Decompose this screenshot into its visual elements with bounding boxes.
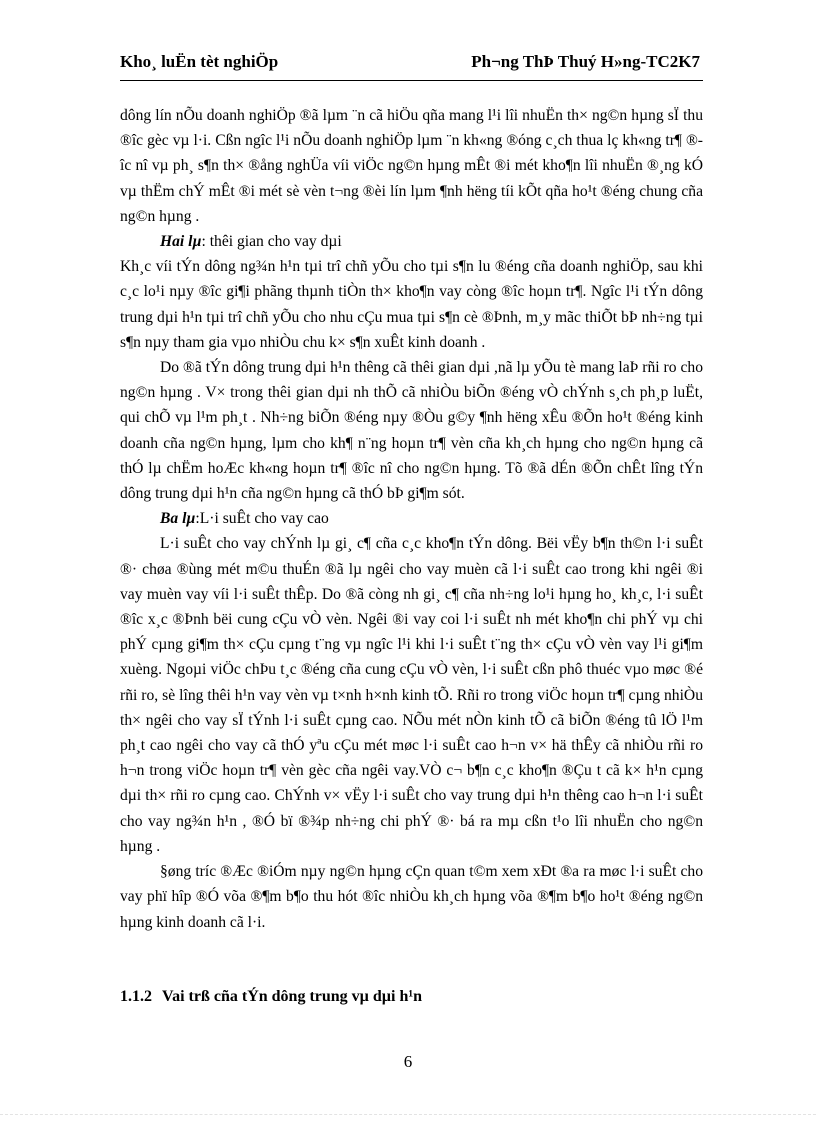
page-number: 6 bbox=[403, 1052, 413, 1071]
paragraph-2: Kh¸c víi tÝn dông ng¾n h¹n tµi trî chñ yÕu cho tµi s¶n lu ®éng cña doanh nghiÖp, sau khi c¸c lo¹i nµy ®îc gi¶i phãng thµnh tiÒn th× kho¶n vay còng ®îc hoµn tr¶. Ngîc l¹i tÝn dông trung dµi h¹n tµi trî chñ yÕu cho nhu cÇu mua tµi s¶n cè ®Þnh, m¸y mãc thiÕt bÞ nh÷ng tµi s¶n nµy tham gia vµo nhiÒu chu k× s¶n xuÊt kinh doanh . bbox=[120, 258, 703, 351]
section-heading bbox=[120, 988, 422, 1006]
subheading-ba-text: :L·i suÊt cho vay cao bbox=[195, 510, 329, 528]
paragraph-1: dông lín nÕu doanh nghiÖp ®ã lµm ¨n cã hiÖu qña mang l¹i lîi nhuËn th× ng©n hµng sÏ thu ®îc gèc vµ l·i. Cßn ngîc l¹i nÕu doanh nghiÖp lµm ¨n kh«ng ®óng c¸ch thua lç kh«ng tr¶ ®îc nî vµ ph¸ s¶n th× ®ång nghÜa víi viÖc ng©n hµng mÊt ®i mét kho¶n lîi nhuËn ®¸ng kÓ vµ thËm chÝ mÊt ®i mét sè vèn t¬ng ®èi lín lµm ¶nh hëng tíi kÕt qña ho¹t ®éng chung cña ng©n hµng . bbox=[120, 107, 703, 225]
subheading-ba bbox=[120, 506, 703, 531]
subheading-hai-label: Hai lµ bbox=[160, 233, 202, 251]
body-text bbox=[120, 103, 703, 935]
paragraph-5: §øng tríc ®Æc ®iÓm nµy ng©n hµng cÇn quan t©m xem xÐt ®a ra møc l·i suÊt cho vay phï hîp ®Ó võa ®¶m b¶o thu hót ®îc nhiÒu kh¸ch hµng võa ®¶m b¶o ho¹t ®éng ng©n hµng kinh doanh cã l·i. bbox=[120, 863, 703, 931]
subheading-ba-label: Ba lµ bbox=[160, 510, 196, 528]
section-number: 1.1.2 bbox=[120, 988, 152, 1005]
paragraph-3: Do ®ã tÝn dông trung dµi h¹n thêng cã thêi gian dµi ,nã lµ yÕu tè mang laÞ rñi ro cho ng©n hµng . V× trong thêi gian dµi nh thÕ cã nhiÒu biÕn ®éng vÒ chÝnh s¸ch ph¸p luËt, qui chÕ vµ l¹m ph¸t . Nh÷ng biÕn ®éng nµy ®Òu g©y ¶nh hëng xÊu ®Õn ho¹t ®éng kinh doanh cña ng©n hµng, lµm cho kh¶ n¨ng hoµn tr¶ vèn cña kh¸ch hµng cho ng©n hµng cã thÓ lµ chËm hoÆc kh«ng hoµn tr¶ ®îc nî cho ng©n hµng. Tõ ®ã dÉn ®Õn chÊt lîng tÝn dông trung dµi h¹n cña ng©n hµng cã thÓ bÞ gi¶m sót. bbox=[120, 359, 703, 503]
subheading-hai bbox=[120, 229, 703, 254]
header-thesis-title: Kho¸ luËn tèt nghiÖp bbox=[120, 52, 279, 71]
header-author: Ph¬ng ThÞ Thuý H»ng-TC2K7 bbox=[471, 52, 700, 71]
header-divider bbox=[120, 80, 703, 81]
paragraph-4: L·i suÊt cho vay chÝnh lµ gi¸ c¶ cña c¸c kho¶n tÝn dông. Bëi vËy b¶n th©n l·i suÊt ®· chøa ®ùng mét m©u thuÉn ®ã lµ ngêi cho vay muèn cã l·i suÊt cao trong khi ngêi ®i vay muèn vay víi l·i suÊt thÊp. Do ®ã còng nh gi¸ c¶ cña nh÷ng lo¹i hµng ho¸ kh¸c, l·i suÊt ®îc x¸c ®Þnh bëi cung cÇu vÒ vèn. Ngêi ®i vay coi l·i suÊt nh mét kho¶n chi phÝ vµ chi phÝ cµng gi¶m th× cÇu cµng t¨ng vµ ngîc l¹i khi l·i suÊt t¨ng th× cÇu vÒ vèn vay l¹i gi¶m xuèng. Ngoµi viÖc chÞu t¸c ®éng cña cung cÇu vÒ vèn, l·i suÊt cßn phô thuéc vµo møc ®é rñi ro, sè lîng thêi h¹n vay vèn vµ t×nh h×nh kinh tÕ. Rñi ro trong viÖc hoµn tr¶ cµng nhiÒu th× ngêi cho vay sÏ tÝnh l·i suÊt cµng cao. NÕu mét nÒn kinh tÕ cã biÕn ®éng tû lÖ l¹m ph¸t cao ngêi cho vay cã thÓ yªu cÇu mét møc l·i suÊt cao h¬n v× hä thÊy cã nhiÒu rñi ro h¬n trong viÖc hoµn tr¶ vèn gèc cña ngêi vay.VÒ c¬ b¶n c¸c kho¶n ®Çu t cã k× h¹n cµng dµi th× rñi ro cµng cao. ChÝnh v× vËy l·i suÊt cho vay trung dµi h¹n thêng cao h¬n l·i suÊt cho vay ng¾n h¹n , ®Ó bï ®¾p nh÷ng chi phÝ ®· bá ra mµ cßn t¹o lîi nhuËn cho ng©n hµng . bbox=[120, 535, 703, 855]
page-header bbox=[120, 52, 700, 78]
section-title: Vai trß cña tÝn dông trung vµ dµi h¹n bbox=[162, 988, 423, 1005]
page-bottom-edge bbox=[0, 1114, 816, 1115]
subheading-hai-text: : thêi gian cho vay dµi bbox=[201, 233, 342, 251]
